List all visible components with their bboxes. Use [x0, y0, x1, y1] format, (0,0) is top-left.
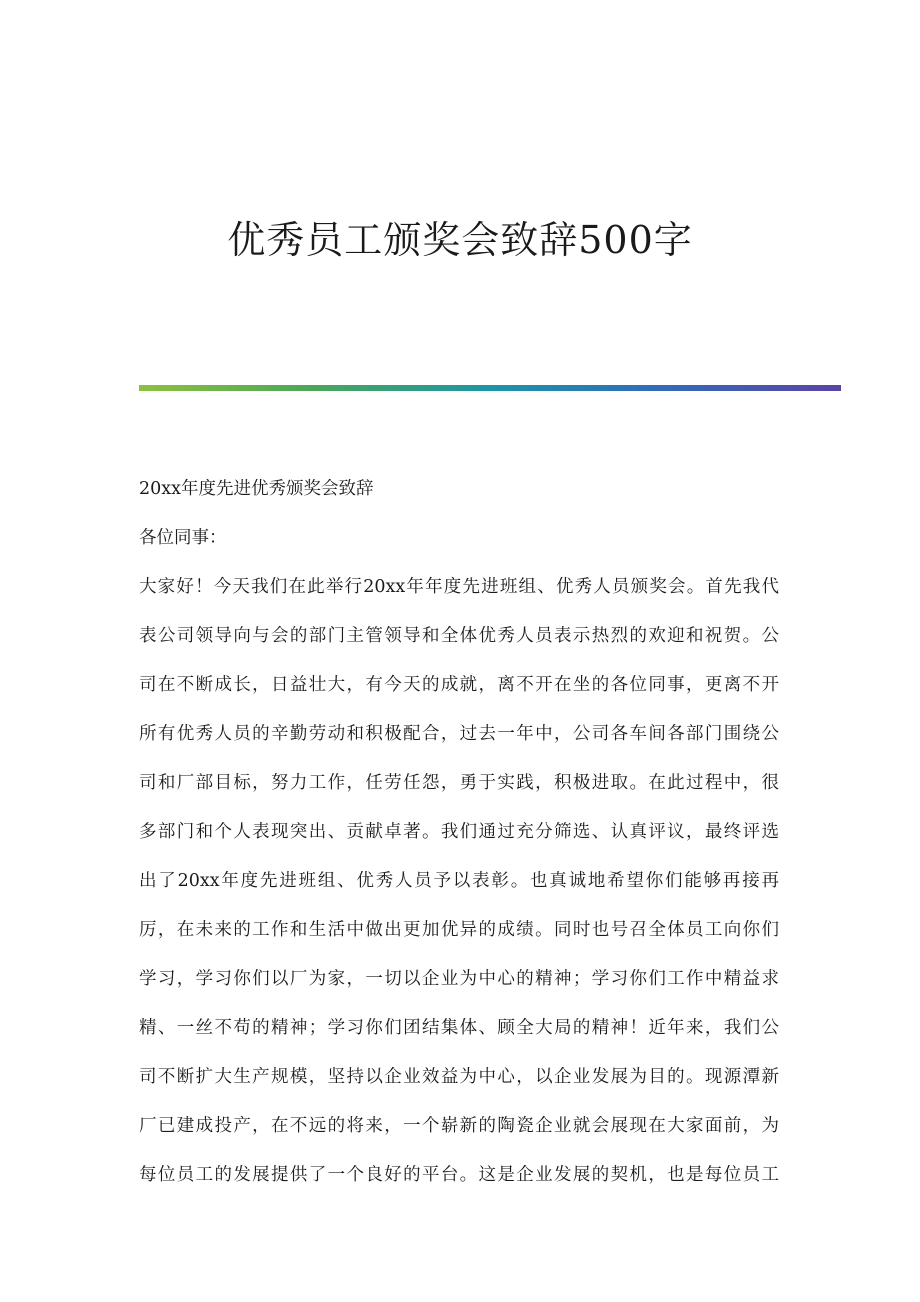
document-body: [139, 465, 779, 1200]
body-paragraph: [139, 563, 779, 1200]
body-line: 表公司领导向与会的部门主管领导和全体优秀人员表示热烈的欢迎和祝贺。公: [139, 626, 779, 646]
body-line: 大家好！今天我们在此举行20xx年年度先进班组、优秀人员颁奖会。首先我代: [139, 577, 779, 597]
body-line: 学习，学习你们以厂为家，一切以企业为中心的精神；学习你们工作中精益求: [139, 969, 779, 989]
body-line: 出了20xx年度先进班组、优秀人员予以表彰。也真诚地希望你们能够再接再: [139, 871, 779, 891]
body-line: 精、一丝不苟的精神；学习你们团结集体、顾全大局的精神！近年来，我们公: [139, 1018, 779, 1038]
body-line: 司在不断成长，日益壮大，有今天的成就，离不开在坐的各位同事，更离不开: [139, 675, 779, 695]
body-line: 厉，在未来的工作和生活中做出更加优异的成绩。同时也号召全体员工向你们: [139, 920, 779, 940]
body-line: 司和厂部目标，努力工作，任劳任怨，勇于实践，积极进取。在此过程中，很: [139, 773, 779, 793]
title-divider: [139, 385, 841, 391]
salutation: 各位同事：: [139, 528, 227, 548]
document-subtitle: 20xx年度先进优秀颁奖会致辞: [139, 479, 374, 499]
body-line: 司不断扩大生产规模，坚持以企业效益为中心，以企业发展为目的。现源潭新: [139, 1067, 779, 1087]
document-title: 优秀员工颁奖会致辞500字: [227, 218, 693, 262]
body-line: 厂已建成投产，在不远的将来，一个崭新的陶瓷企业就会展现在大家面前，为: [139, 1116, 779, 1136]
body-line: 每位员工的发展提供了一个良好的平台。这是企业发展的契机，也是每位员工: [139, 1165, 779, 1185]
body-line: 多部门和个人表现突出、贡献卓著。我们通过充分筛选、认真评议，最终评选: [139, 822, 779, 842]
body-line: 所有优秀人员的辛勤劳动和积极配合，过去一年中，公司各车间各部门围绕公: [139, 724, 779, 744]
